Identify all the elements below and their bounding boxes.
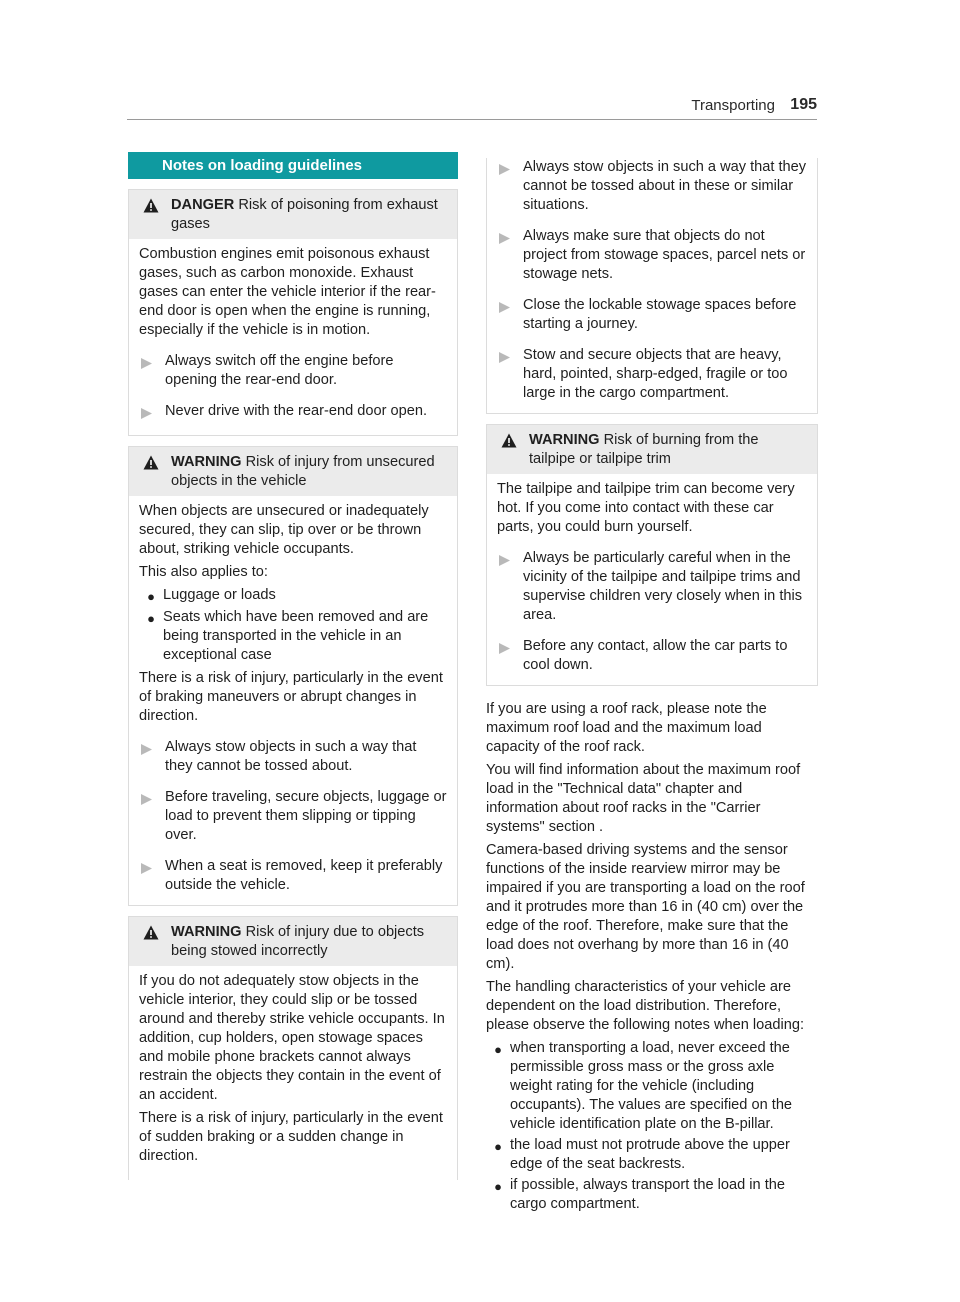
step-text: Always make sure that objects do not project from stowage spaces, parcel nets or stowage nets. (523, 228, 806, 282)
step-arrow-icon (497, 227, 523, 284)
warning-box-burning (486, 424, 818, 686)
danger-label: DANGER (171, 197, 235, 213)
warning-label: WARNING (171, 454, 242, 470)
warning-triangle-icon (143, 196, 171, 234)
step-item (139, 738, 447, 776)
step-item (139, 352, 447, 390)
warning-text: There is a risk of injury, particularly in the event of sudden braking or a sudden change in direction. (139, 1110, 443, 1164)
warning-box-continued (486, 158, 818, 414)
warning-text: If you do not adequately stow objects in the vehicle interior, they could slip or be tossed around and thereby strike vehicle occupants. In addition, cup holders, open stowage spaces and mobile phone brackets cannot always restrain the objects they contain in the event of an accident. (139, 973, 445, 1103)
bullet-text: if possible, always transport the load in the cargo compartment. (510, 1177, 786, 1212)
step-arrow-icon (497, 296, 523, 334)
header-divider (127, 119, 817, 120)
step-text: Close the lockable stowage spaces before starting a journey. (523, 297, 797, 332)
bullet-text: when transporting a load, never exceed the permissible gross mass or the gross axle weight rating for the vehicle (including occupants). The values are specified on the vehicle identification plate on the B-pillar. (510, 1040, 793, 1132)
bullet-item (486, 1039, 818, 1134)
step-item (497, 346, 807, 403)
body-text (486, 700, 818, 1214)
page-number: 195 (790, 96, 817, 113)
step-item (497, 549, 807, 625)
step-text: Always stow objects in such a way that they cannot be tossed about. (165, 739, 417, 774)
step-arrow-icon (497, 158, 523, 215)
warning-title: Risk of injury due to objects being stowed incorrectly (171, 924, 425, 959)
step-item (139, 788, 447, 845)
warning-body (129, 496, 457, 905)
step-arrow-icon (497, 549, 523, 625)
bullet-dot-icon: ● (494, 1042, 502, 1057)
step-text: Always switch off the engine before opening the rear-end door. (165, 353, 394, 388)
step-item (139, 857, 447, 895)
bullet-dot-icon: ● (494, 1139, 502, 1154)
bullet-text: Luggage or loads (163, 587, 276, 603)
paragraph: If you are using a roof rack, please note the maximum roof load and the maximum load capacity of the roof rack. (486, 701, 767, 755)
warning-header (129, 917, 457, 966)
step-text: Never drive with the rear-end door open. (165, 403, 428, 419)
step-text: Always be particularly careful when in the vicinity of the tailpipe and tailpipe trims and supervise children very closely when in this area. (523, 550, 803, 623)
step-text: Always stow objects in such a way that they cannot be tossed about in these or similar situations. (523, 159, 807, 213)
warning-title: Risk of injury from unsecured objects in the vehicle (171, 454, 435, 489)
left-column (128, 152, 458, 1180)
bullet-dot-icon: ● (494, 1179, 502, 1194)
step-item (497, 296, 807, 334)
step-arrow-icon (139, 352, 165, 390)
warning-header (487, 425, 817, 474)
bullet-dot-icon: ● (147, 589, 155, 604)
step-item (497, 637, 807, 675)
warning-label: WARNING (171, 924, 242, 940)
danger-title: Risk of poisoning from exhaust gases (171, 197, 438, 232)
warning-triangle-icon (143, 923, 171, 961)
warning-text: When objects are unsecured or inadequately secured, they can slip, tip over or be thrown about, striking vehicle occupants. (139, 503, 429, 557)
bullet-item (139, 586, 447, 606)
step-item (497, 227, 807, 284)
warning-body (129, 966, 457, 1180)
warning-box-unsecured (128, 446, 458, 906)
step-item (139, 402, 447, 425)
step-text: Stow and secure objects that are heavy, hard, pointed, sharp-edged, fragile or too large in the cargo compartment. (523, 347, 788, 401)
paragraph: The handling characteristics of your vehicle are dependent on the load distribution. Therefore, please observe the following notes when loading: (486, 979, 805, 1033)
step-arrow-icon (497, 637, 523, 675)
bullet-text: Seats which have been removed and are being transported in the vehicle in an exceptional case (163, 609, 429, 663)
warning-header (129, 447, 457, 496)
section-title: Transporting (691, 97, 775, 114)
danger-header (129, 190, 457, 239)
bullet-dot-icon: ● (147, 611, 155, 626)
warning-text: The tailpipe and tailpipe trim can become very hot. If you come into contact with these car parts, you could burn yourself. (497, 481, 795, 535)
danger-text: Combustion engines emit poisonous exhaust gases, such as carbon monoxide. Exhaust gases can enter the vehicle interior if the rear-end door is open when the engine is running, especially if the vehicle is in motion. (139, 246, 436, 338)
step-text: Before any contact, allow the car parts to cool down. (523, 638, 788, 673)
section-heading: Notes on loading guidelines (128, 152, 458, 179)
warning-triangle-icon (501, 431, 529, 469)
warning-body (487, 474, 817, 685)
danger-box (128, 189, 458, 436)
warning-label: WARNING (529, 432, 600, 448)
paragraph: You will find information about the maximum roof load in the "Technical data" chapter and information about roof racks in the "Carrier systems" section . (486, 762, 801, 835)
step-text: When a seat is removed, keep it preferably outside the vehicle. (165, 858, 443, 893)
warning-text: There is a risk of injury, particularly in the event of braking maneuvers or abrupt changes in direction. (139, 670, 443, 724)
page-header (0, 92, 960, 122)
step-arrow-icon (139, 738, 165, 776)
step-item (497, 158, 807, 215)
step-arrow-icon (139, 402, 165, 425)
bullet-item (139, 608, 447, 665)
bullet-item (486, 1136, 818, 1174)
step-arrow-icon (139, 857, 165, 895)
bullet-item (486, 1176, 818, 1214)
warning-box-stowed (128, 916, 458, 1180)
step-arrow-icon (497, 346, 523, 403)
danger-body (129, 239, 457, 435)
warning-triangle-icon (143, 453, 171, 491)
warning-text: This also applies to: (139, 564, 268, 580)
warning-body (487, 158, 817, 413)
bullet-text: the load must not protrude above the upper edge of the seat backrests. (510, 1137, 790, 1172)
right-column (486, 152, 818, 1214)
step-arrow-icon (139, 788, 165, 845)
step-text: Before traveling, secure objects, luggage or load to prevent them slipping or tipping over. (165, 789, 447, 843)
warning-title: Risk of burning from the tailpipe or tailpipe trim (529, 432, 759, 467)
paragraph: Camera-based driving systems and the sensor functions of the inside rearview mirror may be impaired if you are transporting a load on the roof and it protrudes more than 16 in (40 cm) over the edge of the roof. Therefore, make sure that the load does not overhang by more than 16 in (40 cm). (486, 842, 805, 972)
